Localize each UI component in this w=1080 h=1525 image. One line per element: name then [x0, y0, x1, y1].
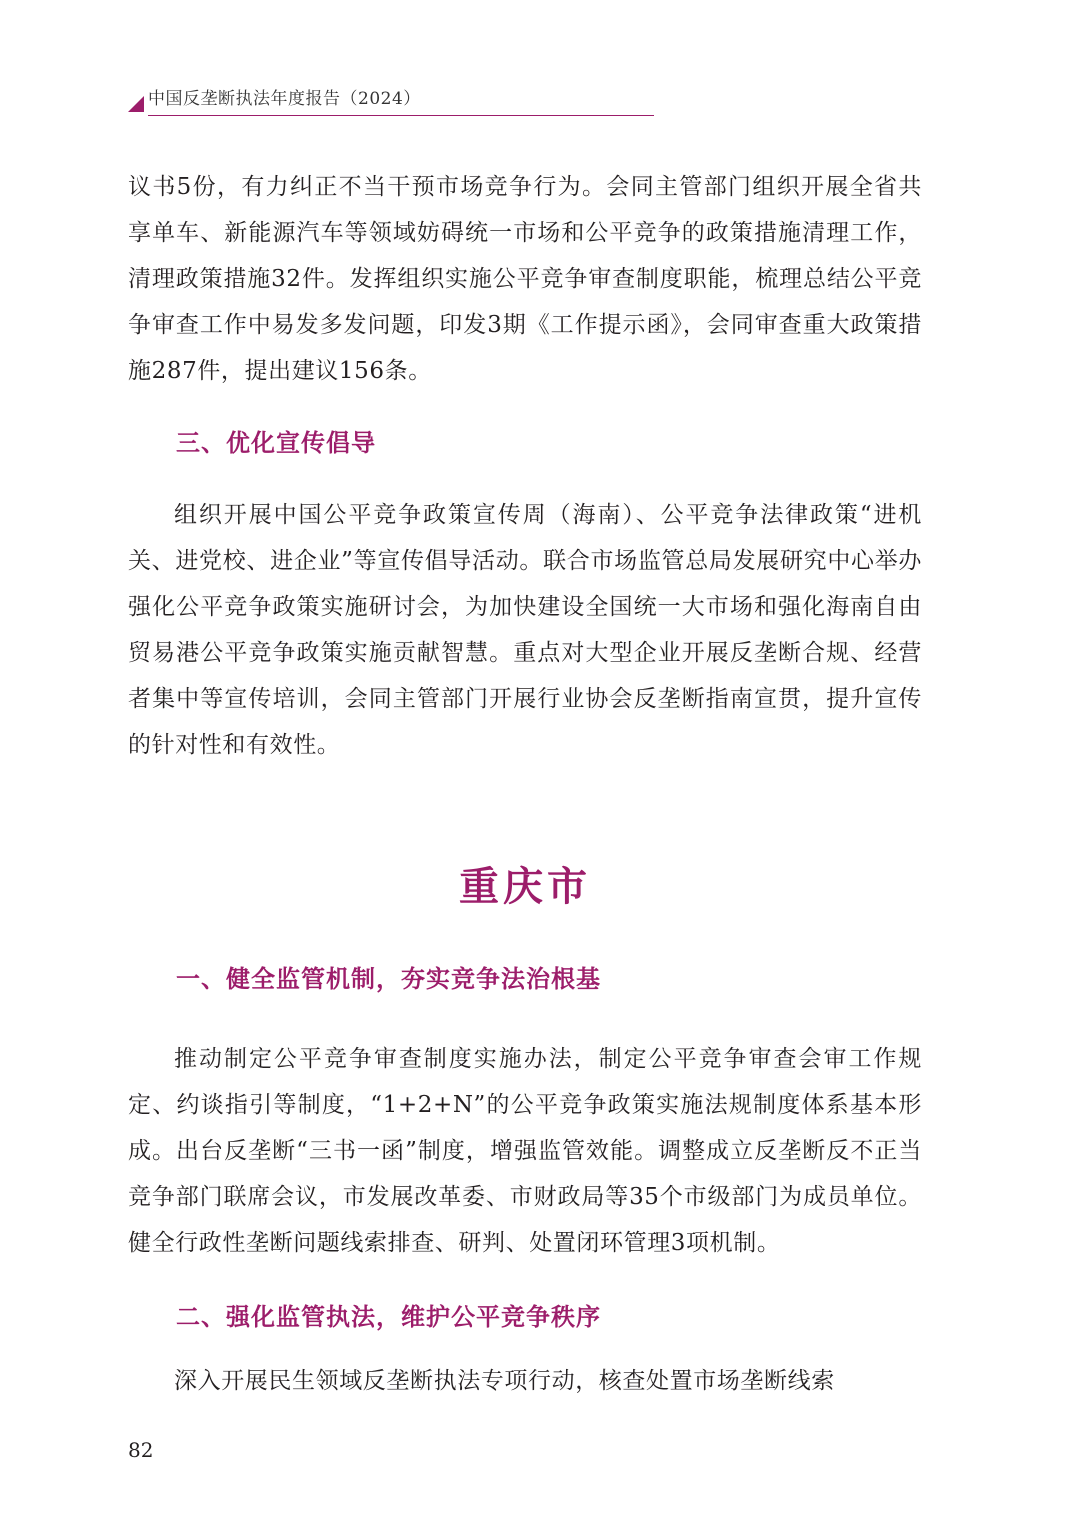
- section-heading-enforcement: 二、强化监管执法，维护公平竞争秩序: [176, 1302, 601, 1331]
- paragraph-mechanism: 推动制定公平竞争审查制度实施办法，制定公平竞争审查会审工作规定、约谈指引等制度，“1+2+N”的公平竞争政策实施法规制度体系基本形成。出台反垄断“三书一函”制度，增强监管效能。调整成立反垄断反不正当竞争部门联席会议，市发展改革委、市财政局等35个市级部门为成员单位。健全行政性垄断问题线索排查、研判、处置闭环管理3项机制。: [128, 1046, 922, 1256]
- section-heading-publicity: 三、优化宣传倡导: [176, 428, 376, 457]
- region-title: 重庆市: [459, 864, 591, 910]
- section-heading-mechanism: 一、健全监管机制，夯实竞争法治根基: [176, 964, 601, 993]
- page-body: [128, 164, 922, 1404]
- header-title: 中国反垄断执法年度报告（2024）: [148, 89, 421, 109]
- paragraph-enforcement: 深入开展民生领域反垄断执法专项行动，核查处置市场垄断线索: [174, 1368, 835, 1394]
- page-number: 82: [128, 1438, 154, 1462]
- paragraph-publicity: 组织开展中国公平竞争政策宣传周（海南）、公平竞争法律政策“进机关、进党校、进企业”等宣传倡导活动。联合市场监管总局发展研究中心举办强化公平竞争政策实施研讨会，为加快建设全国统一大市场和强化海南自由贸易港公平竞争政策实施贡献智慧。重点对大型企业开展反垄断合规、经营者集中等宣传培训，会同主管部门开展行业协会反垄断指南宣贯，提升宣传的针对性和有效性。: [128, 502, 922, 758]
- running-header: [128, 88, 654, 118]
- header-triangle-mark: [128, 96, 144, 112]
- header-rule: [148, 115, 654, 116]
- paragraph-continued: 议书5份，有力纠正不当干预市场竞争行为。会同主管部门组织开展全省共享单车、新能源汽车等领域妨碍统一市场和公平竞争的政策措施清理工作，清理政策措施32件。发挥组织实施公平竞争审查制度职能，梳理总结公平竞争审查工作中易发多发问题，印发3期《工作提示函》，会同审查重大政策措施287件，提出建议156条。: [128, 174, 922, 384]
